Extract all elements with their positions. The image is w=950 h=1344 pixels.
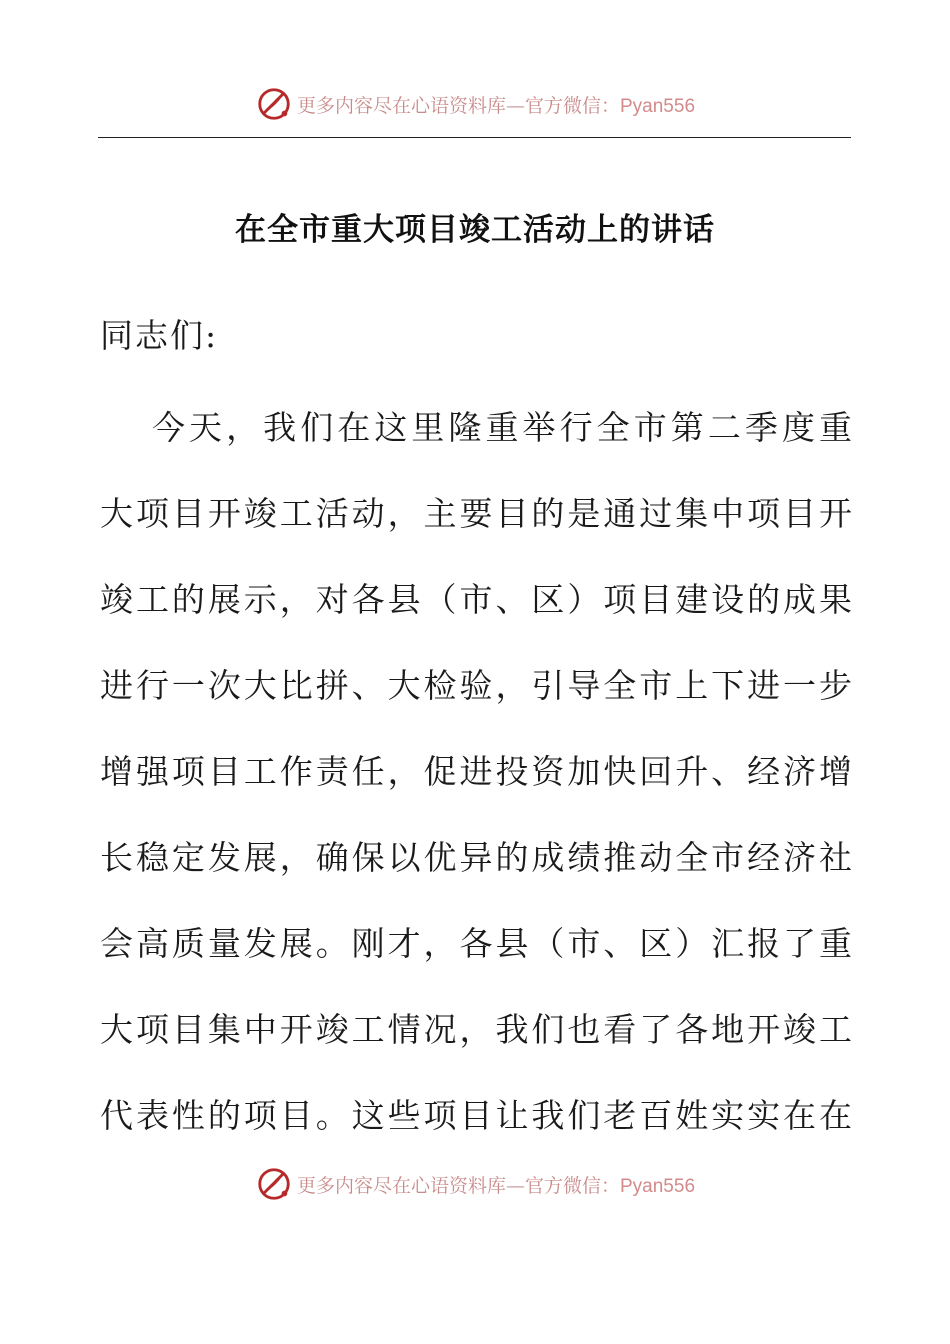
header-banner-text xyxy=(297,91,695,118)
document-title: 在全市重大项目竣工活动上的讲话 xyxy=(235,212,715,248)
body-line: 今天，我们在这里隆重举行全市第二季度重 xyxy=(152,408,852,447)
quill-logo-icon xyxy=(255,85,293,123)
body-line: 增强项目工作责任，促进投资加快回升、经济增 xyxy=(100,752,852,791)
footer-banner-wechat-label: 官方微信： xyxy=(524,1174,620,1197)
body-line: 大项目开竣工活动，主要目的是通过集中项目开 xyxy=(100,494,852,533)
header-banner-wechat-label: 官方微信： xyxy=(524,94,620,117)
footer-banner-text xyxy=(297,1171,695,1198)
header-banner xyxy=(0,82,950,126)
quill-logo-icon xyxy=(255,1165,293,1203)
body-line: 竣工的展示，对各县（市、区）项目建设的成果 xyxy=(100,580,852,619)
body-line: 进行一次大比拼、大检验，引导全市上下进一步 xyxy=(100,666,852,705)
header-divider xyxy=(98,137,851,138)
header-banner-slogan: 更多内容尽在心语资料库 xyxy=(296,94,506,117)
body-line: 代表性的项目。这些项目让我们老百姓实实在在 xyxy=(100,1096,852,1135)
footer-banner-dash: — xyxy=(505,1174,525,1197)
footer-banner xyxy=(0,1162,950,1206)
body-paragraph xyxy=(100,385,852,1159)
salutation: 同志们: xyxy=(100,316,219,355)
body-line: 会高质量发展。刚才，各县（市、区）汇报了重 xyxy=(100,924,852,963)
header-banner-dash: — xyxy=(505,94,525,117)
body-line: 大项目集中开竣工情况，我们也看了各地开竣工 xyxy=(100,1010,852,1049)
header-banner-wechat-id: Pyan556 xyxy=(620,95,696,117)
body-line: 长稳定发展，确保以优异的成绩推动全市经济社 xyxy=(100,838,852,877)
footer-banner-slogan: 更多内容尽在心语资料库 xyxy=(296,1174,506,1197)
footer-banner-wechat-id: Pyan556 xyxy=(620,1175,696,1197)
